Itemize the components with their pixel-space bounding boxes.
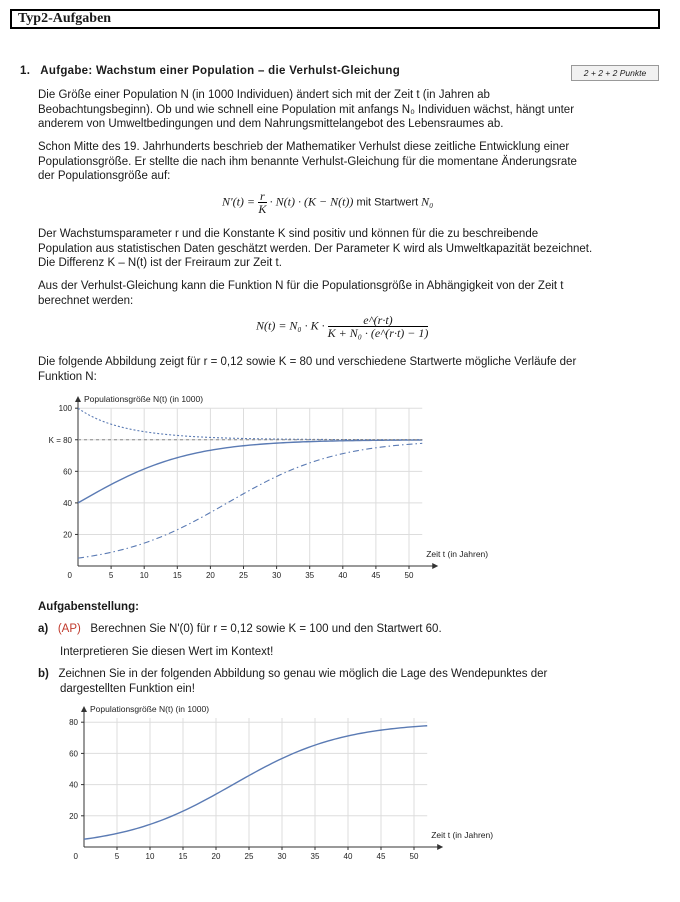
- y-tick-label: 60: [69, 749, 78, 759]
- header-title: Typ2-Aufgaben: [18, 11, 112, 26]
- x-tick-label: 25: [244, 852, 254, 861]
- x-tick-label: 5: [108, 571, 114, 580]
- x-axis-arrow: [437, 844, 443, 850]
- x-tick-label: 45: [371, 571, 381, 580]
- x-tick-label: 10: [145, 852, 155, 861]
- points-badge: 2 + 2 + 2 Punkte: [571, 65, 659, 81]
- section-title: Aufgabenstellung:: [38, 601, 139, 613]
- formula-verhulst: [222, 190, 433, 215]
- series-line: [78, 443, 422, 558]
- fraction-numerator: r: [260, 189, 265, 203]
- x-tick-label: 35: [310, 852, 320, 861]
- text-line: Die Größe einer Population N (in 1000 Individuen) ändert sich mit der Zeit t (in Jahren ab: [38, 89, 490, 101]
- task-number: 1.: [20, 65, 31, 77]
- text-line: Die folgende Abbildung zeigt für r = 0,12 sowie K = 80 und verschiedene Startwerte mögliche Verläufe der: [38, 356, 577, 368]
- formula-suffix: mit Startwert: [356, 196, 419, 209]
- task-title: [20, 65, 400, 77]
- question-a-label: a): [38, 623, 49, 635]
- x-tick-label: 15: [172, 571, 182, 580]
- x-tick-label: 40: [338, 571, 348, 580]
- y-tick-label: 60: [63, 467, 72, 477]
- y-tick-label: 40: [63, 498, 72, 508]
- text-line: Der Wachstumsparameter r und die Konstante K sind positiv und können für die zu beschreibende: [38, 228, 539, 240]
- series-line: [78, 408, 422, 440]
- text-line: Aus der Verhulst-Gleichung kann die Funktion N für die Populationsgröße in Abhängigkeit von der Zeit t: [38, 280, 564, 292]
- text-line: berechnet werden:: [38, 294, 134, 307]
- formula-lhs: N'(t) =: [222, 194, 255, 209]
- x-tick-label: 20: [205, 571, 215, 580]
- question-b-text-2: dargestellten Funktion ein!: [60, 683, 195, 695]
- x-tick-label: 40: [343, 852, 353, 861]
- fraction-denominator: K: [258, 202, 267, 216]
- formula-start: N₀: [421, 194, 434, 209]
- formula-rhs: · N(t) · (K − N(t)): [269, 194, 354, 209]
- y-axis-label: Populationsgröße N(t) (in 1000): [84, 394, 204, 404]
- x-tick-label: 30: [272, 571, 282, 580]
- formula-fraction: [328, 314, 429, 339]
- x-tick-label: 25: [239, 571, 248, 580]
- population-chart-1: [40, 390, 510, 590]
- y-axis-arrow: [81, 706, 87, 712]
- y-axis-label: Populationsgröße N(t) (in 1000): [90, 704, 210, 714]
- series-line: [84, 726, 427, 839]
- text-line: anderem von Umweltbedingungen und dem Nahrungsmittelangebot des Lebensraumes ab.: [38, 118, 504, 130]
- x-tick-label: 5: [114, 852, 120, 861]
- x-tick-label: 20: [211, 852, 221, 861]
- formula-lhs: N(t) = N₀ · K ·: [256, 318, 325, 333]
- question-b: [38, 667, 658, 682]
- question-a-text: Berechnen Sie N'(0) für r = 0,12 sowie K = 100 und den Startwert 60.: [90, 623, 442, 635]
- formula-fraction: [258, 190, 267, 215]
- y-tick-label: 100: [58, 404, 72, 414]
- text-line: der Populationsgröße auf:: [38, 170, 171, 182]
- text-line: Beobachtungsbeginn). Ob und wie schnell eine Population mit anfangs N₀ Individuen wächst, hängt unter: [38, 103, 575, 116]
- origin-label: 0: [67, 571, 72, 580]
- text-line: Funktion N:: [38, 370, 97, 383]
- paragraph-function: [38, 279, 658, 308]
- x-tick-label: 35: [305, 571, 315, 580]
- y-tick-label: 20: [63, 530, 72, 540]
- x-tick-label: 50: [409, 852, 419, 861]
- population-chart-2[interactable]: [40, 700, 510, 870]
- text-line: Population aus statistischen Daten geschätzt werden. Der Parameter K wird als Umweltkapazität bezeichnet.: [38, 242, 593, 255]
- formula-solution: [256, 314, 428, 339]
- paragraph-verhulst: [38, 140, 658, 184]
- ap-tag: (AP): [57, 623, 81, 635]
- x-axis-label: Zeit t (in Jahren): [426, 549, 489, 559]
- y-tick-label: K = 80: [48, 435, 72, 445]
- question-a: [38, 622, 658, 637]
- fraction-denominator: K + N₀ · (e^(r·t) − 1): [327, 326, 429, 340]
- x-tick-label: 15: [178, 852, 188, 861]
- page-header: [10, 9, 660, 29]
- x-tick-label: 45: [376, 852, 386, 861]
- paragraph-parameters: [38, 227, 658, 271]
- paragraph-intro: [38, 88, 658, 132]
- question-b-text: Zeichnen Sie in der folgenden Abbildung so genau wie möglich die Lage des Wendepunktes der: [58, 668, 548, 680]
- paragraph-figure-intro: [38, 355, 658, 384]
- question-a-interpret: Interpretieren Sie diesen Wert im Kontext!: [60, 646, 274, 658]
- origin-label: 0: [73, 852, 78, 861]
- text-line: Populationsgröße. Er stellte die nach ihm benannte Verhulst-Gleichung für die momentane Änderungsrate: [38, 155, 577, 168]
- fraction-numerator: e^(r·t): [328, 314, 429, 327]
- task-title-text: Aufgabe: Wachstum einer Population – die Verhulst-Gleichung: [40, 65, 401, 77]
- text-line: Schon Mitte des 19. Jahrhunderts beschrieb der Mathematiker Verhulst diese zeitliche Entwicklung einer: [38, 141, 570, 153]
- x-tick-label: 10: [139, 571, 149, 580]
- question-b-label: b): [38, 668, 49, 680]
- y-tick-label: 80: [69, 718, 78, 728]
- x-tick-label: 30: [277, 852, 287, 861]
- y-tick-label: 40: [69, 780, 78, 790]
- y-axis-arrow: [75, 396, 81, 402]
- text-line: Die Differenz K – N(t) ist der Freiraum zur Zeit t.: [38, 257, 282, 269]
- x-axis-label: Zeit t (in Jahren): [431, 830, 494, 840]
- x-tick-label: 50: [404, 571, 414, 580]
- y-tick-label: 20: [69, 811, 78, 821]
- x-axis-arrow: [432, 563, 438, 569]
